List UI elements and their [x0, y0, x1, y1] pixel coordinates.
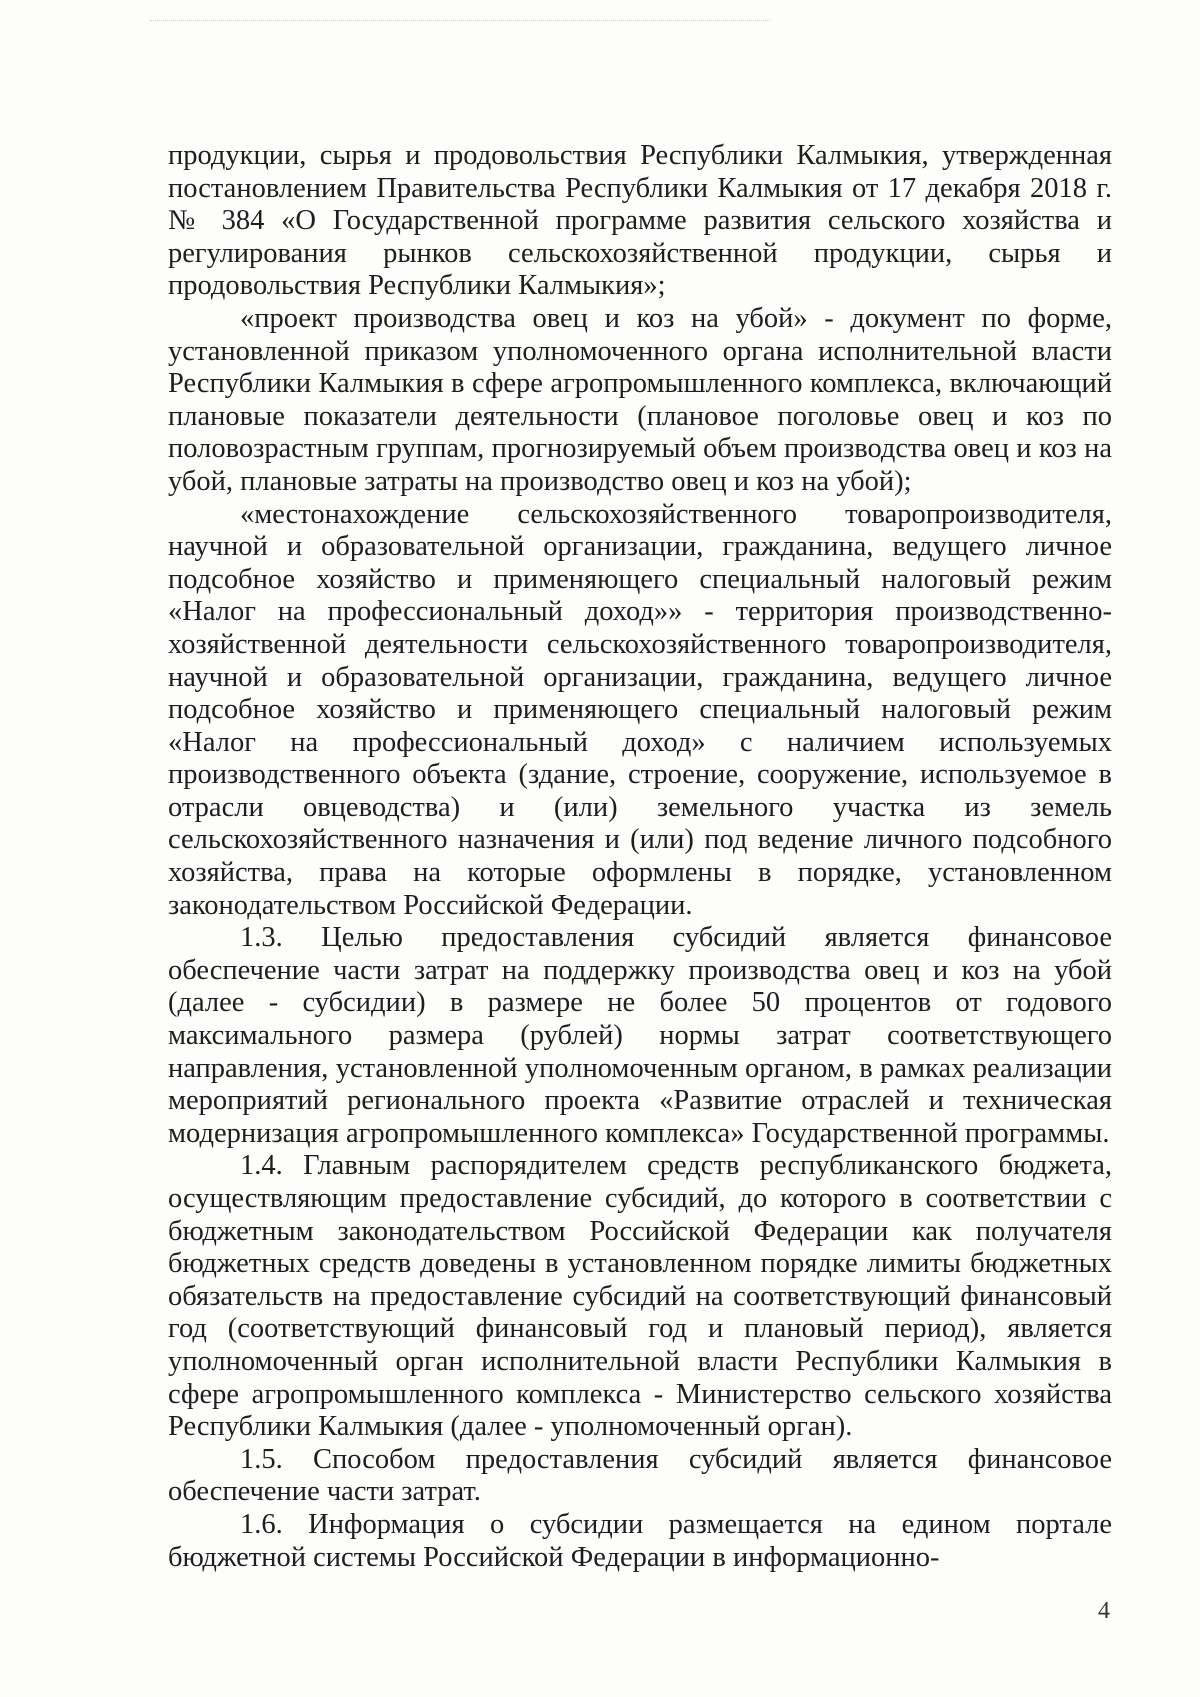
paragraph-1-4: 1.4. Главным распорядителем средств республиканского бюджета, осуществляющим предоставление субсидий, до которого в соответствии с бюджетным законодательством Российской Федерации как получателя бюджетных средств доведены в установленном порядке лимиты бюджетных обязательств на предоставление субсидий на соответствующий финансовый год (соответствующий финансовый год и плановый период), является уполномоченный орган исполнительной власти Республики Калмыкия в сфере агропромышленного комплекса - Министерство сельского хозяйства Республики Калмыкия (далее - уполномоченный орган). — [168, 1150, 1112, 1443]
paragraph-1-6: 1.6. Информация о субсидии размещается на едином портале бюджетной системы Российской Федерации в информационно- — [168, 1508, 1112, 1573]
paragraph-continuation: продукции, сырья и продовольствия Республики Калмыкия, утвержденная постановлением Правительства Республики Калмыкия от 17 декабря 2018 г. № 384 «О Государственной программе развития сельского хозяйства и регулирования рынков сельскохозяйственной продукции, сырья и продовольствия Республики Калмыкия»; — [168, 140, 1112, 302]
paragraph-project-definition: «проект производства овец и коз на убой» - документ по форме, установленной приказом уполномоченного органа исполнительной власти Республики Калмыкия в сфере агропромышленного комплекса, включающий плановые показатели деятельности (плановое поголовье овец и коз по половозрастным группам, прогнозируемый объем производства овец и коз на убой, плановые затраты на производство овец и коз на убой); — [168, 302, 1112, 497]
paragraph-location-definition: «местонахождение сельскохозяйственного товаропроизводителя, научной и образовательной организации, гражданина, ведущего личное подсобное хозяйство и применяющего специальный налоговый режим «Налог на профессиональный доход»» - территория производственно-хозяйственной деятельности сельскохозяйственного товаропроизводителя, научной и образовательной организации, гражданина, ведущего личное подсобное хозяйство и применяющего специальный налоговый режим «Налог на профессиональный доход» с наличием используемых производственного объекта (здание, строение, сооружение, используемое в отрасли овцеводства) и (или) земельного участка из земель сельскохозяйственного назначения и (или) под ведение личного подсобного хозяйства, права на которые оформлены в порядке, установленном законодательством Российской Федерации. — [168, 498, 1112, 921]
scan-artifact-line — [150, 20, 770, 22]
paragraph-1-3: 1.3. Целью предоставления субсидий является финансовое обеспечение части затрат на поддержку производства овец и коз на убой (далее - субсидии) в размере не более 50 процентов от годового максимального размера (рублей) нормы затрат соответствующего направления, установленной уполномоченным органом, в рамках реализации мероприятий регионального проекта «Развитие отраслей и техническая модернизация агропромышленного комплекса» Государственной программы. — [168, 922, 1112, 1149]
page-number: 4 — [1098, 1598, 1110, 1624]
document-body — [168, 140, 1112, 1574]
paragraph-1-5: 1.5. Способом предоставления субсидий является финансовое обеспечение части затрат. — [168, 1443, 1112, 1508]
